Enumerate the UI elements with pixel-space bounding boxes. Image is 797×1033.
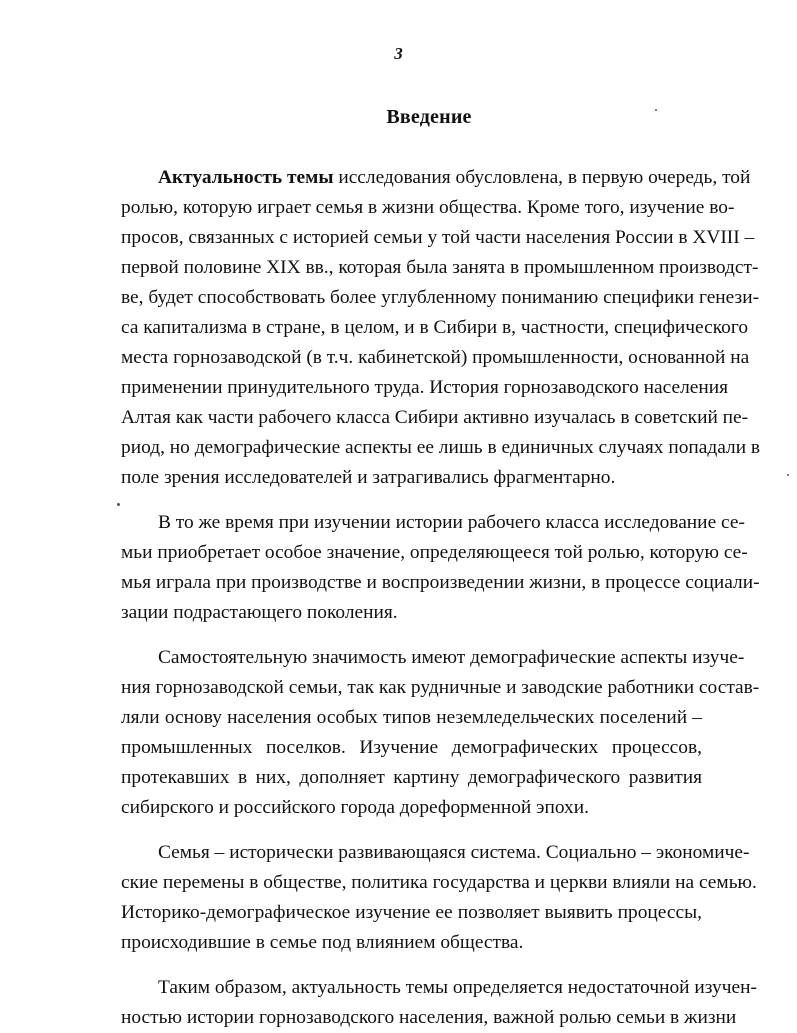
text-line: поле зрения исследователей и затрагивались фрагментарно. <box>121 467 616 488</box>
paragraph-conclusion <box>121 973 757 1033</box>
text-line: В то же время при изучении истории рабочего класса исследование се- <box>158 512 745 533</box>
text-line: Алтая как части рабочего класса Сибири активно изучалась в советский пе- <box>121 407 749 428</box>
text-line: первой половине XIX вв., которая была занята в промышленном производст- <box>121 257 759 278</box>
text-line: мьи приобретает особое значение, определяющееся той ролью, которую се- <box>121 542 748 563</box>
text-line: Семья – исторически развивающаяся система. Социально – экономиче- <box>158 842 750 863</box>
text-line: ния горнозаводской семьи, так как рудничные и заводские работники состав- <box>121 677 760 698</box>
text-line: протекавших в них, дополняет картину демографического развития <box>121 767 702 788</box>
text-line: Таким образом, актуальность темы определяется недостаточной изучен- <box>158 977 757 998</box>
text-line: применении принудительного труда. История горнозаводского населения <box>121 377 729 398</box>
body-text <box>121 163 761 1033</box>
section-heading: Введение <box>386 106 472 128</box>
text-line: Самостоятельную значимость имеют демографические аспекты изуче- <box>158 647 745 668</box>
paragraph-family-research <box>121 508 760 628</box>
text-line: промышленных поселков. Изучение демографических процессов, <box>121 737 702 758</box>
text-line: Историко-демографическое изучение ее позволяет выявить процессы, <box>121 902 702 923</box>
text-line: сибирского и российского города дореформенной эпохи. <box>121 797 589 818</box>
text-line: риод, но демографические аспекты ее лишь в единичных случаях попадали в <box>121 437 761 458</box>
text-line: места горнозаводской (в т.ч. кабинетской) промышленности, основанной на <box>121 347 750 368</box>
text-line: ские перемены в обществе, политика государства и церкви влияли на семью. <box>121 872 757 893</box>
text-line: мья играла при производстве и воспроизведении жизни, в процессе социали- <box>121 572 760 593</box>
paragraph-relevance <box>121 163 761 493</box>
scan-speck <box>655 109 657 111</box>
lead-term: Актуальность темы <box>158 167 334 188</box>
text-line: са капитализма в стране, в целом, и в Сибири в, частности, специфического <box>121 317 749 338</box>
text-line: ляли основу населения особых типов неземледельческих поселений – <box>121 707 702 728</box>
text-line: ностью истории горнозаводского населения, важной ролью семьи в жизни <box>121 1007 737 1028</box>
page-number: 3 <box>394 44 403 63</box>
text-line: просов, связанных с историей семьи у той части населения России в XVIII – <box>121 227 755 248</box>
scan-speck <box>787 474 789 476</box>
text-line: ролью, которую играет семья в жизни общества. Кроме того, изучение во- <box>121 197 735 218</box>
paragraph-family-system <box>121 838 757 958</box>
text-line: ве, будет способствовать более углубленному пониманию специфики генези- <box>121 287 760 308</box>
paragraph-demographic-aspects <box>121 643 760 823</box>
text-line: зации подрастающего поколения. <box>121 602 398 623</box>
text-line: происходившие в семье под влиянием общества. <box>121 932 524 953</box>
scan-speck <box>117 503 120 506</box>
text-line: Актуальность темы исследования обусловлена, в первую очередь, той <box>158 167 751 188</box>
